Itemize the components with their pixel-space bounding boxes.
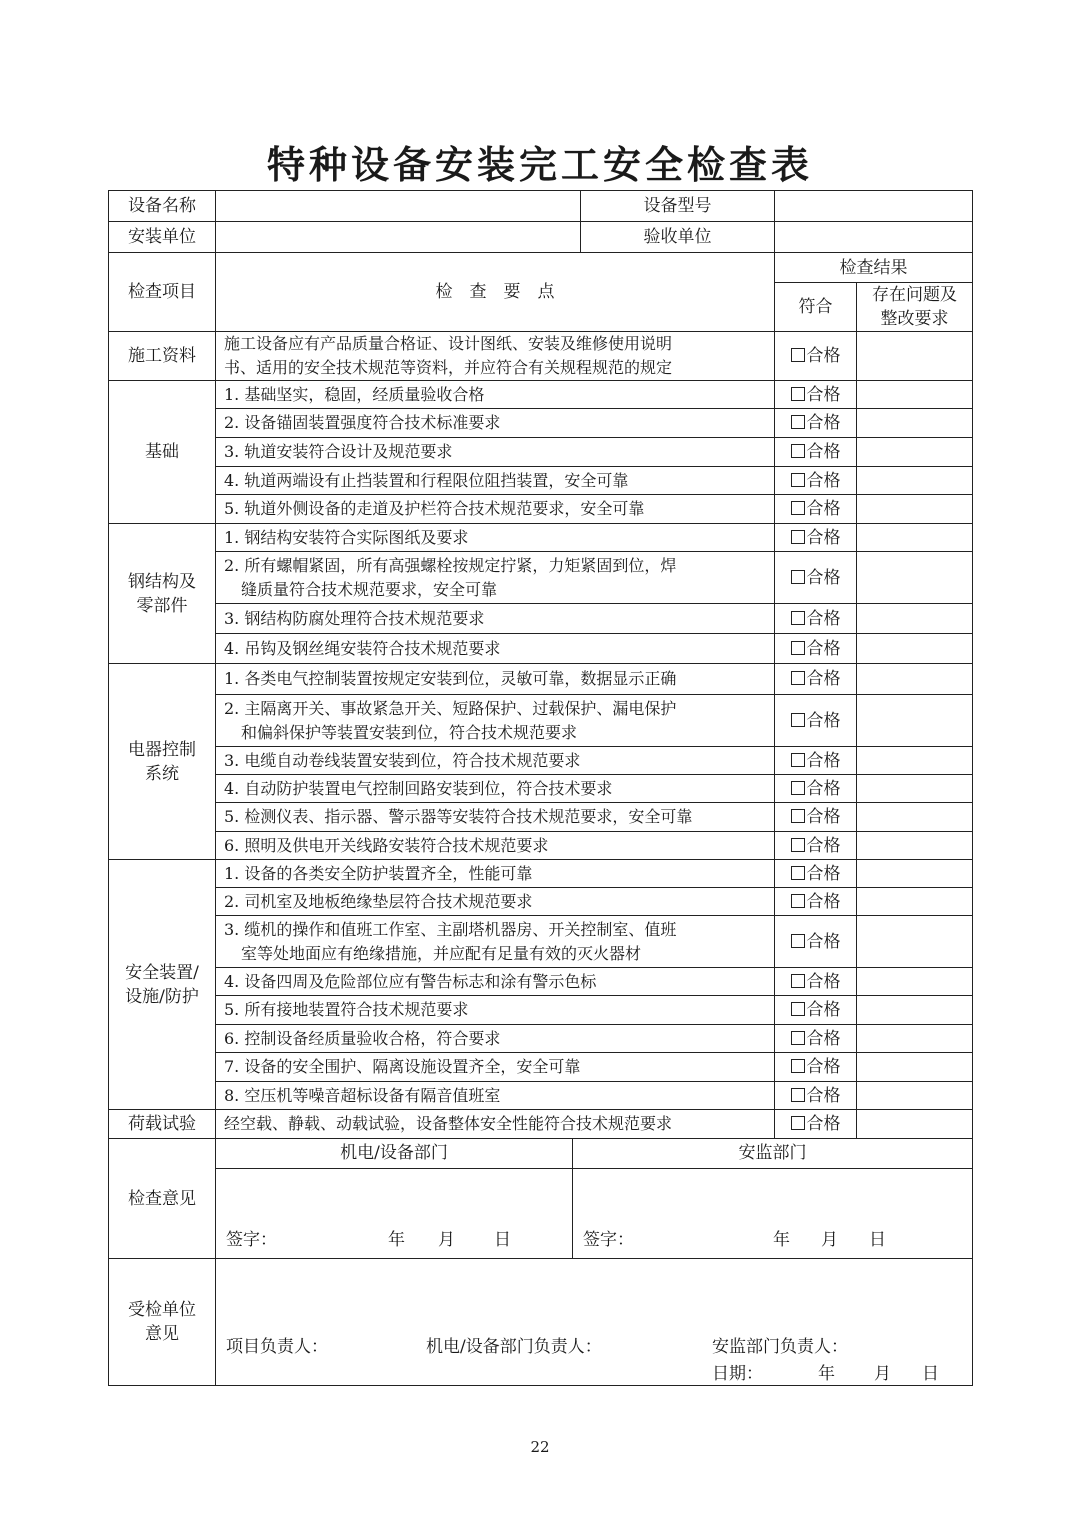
checkbox[interactable] <box>791 1059 805 1073</box>
dept1-label: 机电/设备部门 <box>216 1139 573 1168</box>
issues-field[interactable] <box>857 1110 973 1139</box>
month-label: 月 <box>438 1230 455 1250</box>
issues-field[interactable] <box>857 1025 973 1053</box>
section-name-line: 设施/防护 <box>125 986 199 1007</box>
check-point-line: 4. 轨道两端设有止挡装置和行程限位阻挡装置，安全可靠 <box>224 470 629 490</box>
receiver-label-line: 受检单位 <box>128 1300 196 1320</box>
check-point <box>216 888 775 916</box>
check-point-line: 6. 控制设备经质量验收合格，符合要求 <box>224 1028 501 1048</box>
check-point <box>216 1110 775 1139</box>
conform-label: 合格 <box>806 835 841 856</box>
check-row <box>109 664 973 695</box>
conform-label: 合格 <box>806 1085 841 1106</box>
check-point-line: 缝质量符合技术规范要求，安全可靠 <box>241 579 498 599</box>
check-point-line: 2. 主隔离开关、事故紧急开关、短路保护、过载保护、漏电保护 <box>224 698 677 718</box>
section-name <box>109 524 216 664</box>
check-row <box>109 775 973 803</box>
checkbox[interactable] <box>791 473 805 487</box>
checkbox[interactable] <box>791 1116 805 1130</box>
check-point-line: 5. 检测仪表、指示器、警示器等安装符合技术规范要求，安全可靠 <box>224 807 693 826</box>
check-point-line: 5. 轨道外侧设备的走道及护栏符合技术规范要求，安全可靠 <box>224 499 645 518</box>
checkbox[interactable] <box>791 570 805 584</box>
conform-label: 合格 <box>806 891 841 912</box>
conform-checkbox-cell[interactable] <box>775 775 857 803</box>
conform-checkbox-cell[interactable] <box>775 604 857 634</box>
check-row <box>109 1053 973 1082</box>
check-point <box>216 747 775 775</box>
project-lead-label: 项目负责人： <box>226 1337 328 1357</box>
conform-checkbox-cell[interactable] <box>775 888 857 916</box>
opinion-dept-header <box>216 1139 973 1169</box>
issues-field[interactable] <box>857 747 973 775</box>
check-point-line: 经空载、静载、动载试验，设备整体安全性能符合技术规范要求 <box>224 1114 673 1133</box>
conform-checkbox-cell[interactable] <box>775 381 857 409</box>
check-row <box>109 803 973 832</box>
conform-checkbox-cell[interactable] <box>775 860 857 888</box>
check-row <box>109 381 973 409</box>
col-header-result: 检查结果 <box>775 253 973 283</box>
conform-checkbox-cell[interactable] <box>775 1082 857 1110</box>
conform-label: 合格 <box>806 931 841 952</box>
issues-field[interactable] <box>857 1053 973 1082</box>
check-row <box>109 832 973 860</box>
checkbox[interactable] <box>791 501 805 515</box>
check-point <box>216 467 775 495</box>
sign-label: 签字： <box>226 1230 277 1250</box>
section-name-line: 系统 <box>145 763 179 784</box>
month-label: 月 <box>874 1364 891 1384</box>
year-label: 年 <box>388 1230 405 1250</box>
check-point-line: 3. 轨道安装符合设计及规范要求 <box>224 442 453 461</box>
conform-checkbox-cell[interactable] <box>775 552 857 604</box>
conform-label: 合格 <box>806 1000 841 1020</box>
checkbox[interactable] <box>791 387 805 401</box>
check-point-line: 6. 照明及供电开关线路安装符合技术规范要求 <box>224 835 549 855</box>
conform-checkbox-cell[interactable] <box>775 968 857 996</box>
checkbox[interactable] <box>791 809 805 823</box>
conform-label: 合格 <box>806 1028 841 1049</box>
check-row <box>109 747 973 775</box>
check-point <box>216 996 775 1025</box>
col-header-issues <box>857 283 973 332</box>
conform-checkbox-cell[interactable] <box>775 1110 857 1139</box>
receiver-label-line: 意见 <box>145 1324 179 1344</box>
check-row <box>109 634 973 664</box>
check-row <box>109 438 973 467</box>
conform-checkbox-cell[interactable] <box>775 634 857 664</box>
device-model-field[interactable] <box>775 191 973 222</box>
conform-label: 合格 <box>806 346 841 366</box>
check-point <box>216 1053 775 1082</box>
check-point-line: 4. 设备四周及危险部位应有警告标志和涂有警示色标 <box>224 971 597 991</box>
conform-checkbox-cell[interactable] <box>775 803 857 832</box>
section-name <box>109 860 216 1110</box>
checkbox[interactable] <box>791 781 805 795</box>
install-unit-label: 安装单位 <box>109 222 216 253</box>
check-point <box>216 968 775 996</box>
issues-field[interactable] <box>857 604 973 634</box>
check-point-line: 3. 缆机的操作和值班工作室、主副塔机器房、开关控制室、值班 <box>224 919 677 939</box>
accept-unit-field[interactable] <box>775 222 973 253</box>
month-label: 月 <box>821 1230 838 1250</box>
issues-field[interactable] <box>857 524 973 552</box>
check-point <box>216 695 775 747</box>
conform-label: 合格 <box>806 527 841 548</box>
check-point-line: 1. 基础坚实，稳固，经质量验收合格 <box>224 384 485 404</box>
check-row <box>109 968 973 996</box>
dept2-label: 安监部门 <box>738 1143 807 1163</box>
year-label: 年 <box>773 1230 790 1250</box>
section-name: 荷载试验 <box>109 1110 216 1139</box>
checkbox[interactable] <box>791 1031 805 1045</box>
checkbox[interactable] <box>791 894 805 908</box>
check-point <box>216 775 775 803</box>
check-row <box>109 916 973 968</box>
conform-label: 合格 <box>806 499 841 519</box>
issues-field[interactable] <box>857 664 973 695</box>
checkbox[interactable] <box>791 866 805 880</box>
safety-lead-label: 安监部门负责人： <box>712 1337 848 1357</box>
issues-field[interactable] <box>857 495 973 524</box>
checkbox[interactable] <box>791 974 805 988</box>
issues-field[interactable] <box>857 552 973 604</box>
section-name: 施工资料 <box>109 332 216 381</box>
check-point <box>216 860 775 888</box>
issues-field[interactable] <box>857 381 973 409</box>
section-name-line: 安全装置/ <box>125 962 199 983</box>
issues-field[interactable] <box>857 968 973 996</box>
check-point <box>216 409 775 438</box>
section-name-line: 钢结构及 <box>128 571 196 592</box>
check-point <box>216 916 775 968</box>
issues-field[interactable] <box>857 803 973 832</box>
check-point <box>216 332 775 381</box>
conform-checkbox-cell[interactable] <box>775 332 857 381</box>
date-label: 日期： <box>712 1364 763 1384</box>
issues-field[interactable] <box>857 916 973 968</box>
checkbox[interactable] <box>791 415 805 429</box>
col-header-conform: 符合 <box>775 283 857 332</box>
checkbox[interactable] <box>791 713 805 727</box>
checkbox[interactable] <box>791 671 805 685</box>
conform-label: 合格 <box>806 971 841 992</box>
conform-label: 合格 <box>806 608 841 629</box>
conform-label: 合格 <box>806 638 841 659</box>
dept1-sign-box[interactable] <box>216 1169 573 1258</box>
check-row <box>109 409 973 438</box>
conform-label: 合格 <box>806 750 841 771</box>
check-point <box>216 803 775 832</box>
device-name-label: 设备名称 <box>109 191 216 222</box>
conform-label: 合格 <box>806 710 841 731</box>
check-point-line: 5. 所有接地装置符合技术规范要求 <box>224 1000 469 1019</box>
check-row <box>109 860 973 888</box>
check-row <box>109 524 973 552</box>
conform-label: 合格 <box>806 807 841 827</box>
checkbox[interactable] <box>791 753 805 767</box>
check-point-line: 1. 各类电气控制装置按规定安装到位，灵敏可靠，数据显示正确 <box>224 669 677 688</box>
checkbox[interactable] <box>791 444 805 458</box>
check-point-line: 书、适用的安全技术规范等资料，并应符合有关规程规范的规定 <box>224 358 673 377</box>
conform-label: 合格 <box>806 470 841 491</box>
check-row <box>109 467 973 495</box>
check-row <box>109 332 973 381</box>
col-header-item: 检查项目 <box>109 253 216 332</box>
issues-line-2: 整改要求 <box>880 309 949 329</box>
year-label: 年 <box>818 1364 835 1384</box>
conform-label: 合格 <box>806 863 841 884</box>
check-point-line: 室等处地面应有绝缘措施，并应配有足量有效的灭火器材 <box>241 943 642 963</box>
issues-field[interactable] <box>857 438 973 467</box>
day-label: 日 <box>869 1230 886 1250</box>
conform-label: 合格 <box>806 1114 841 1134</box>
check-row <box>109 495 973 524</box>
checkbox[interactable] <box>791 641 805 655</box>
day-label: 日 <box>922 1364 939 1384</box>
check-point <box>216 524 775 552</box>
check-point-line: 1. 设备的各类安全防护装置齐全，性能可靠 <box>224 863 533 883</box>
conform-checkbox-cell[interactable] <box>775 664 857 695</box>
section-name-line: 零部件 <box>136 595 188 616</box>
check-point-line: 1. 钢结构安装符合实际图纸及要求 <box>224 527 469 547</box>
check-row <box>109 996 973 1025</box>
conform-checkbox-cell[interactable] <box>775 695 857 747</box>
check-point-line: 4. 自动防护装置电气控制回路安装到位，符合技术要求 <box>224 778 613 798</box>
check-point <box>216 604 775 634</box>
conform-checkbox-cell[interactable] <box>775 524 857 552</box>
check-row <box>109 695 973 747</box>
checkbox[interactable] <box>791 1002 805 1016</box>
check-point-line: 2. 司机室及地板绝缘垫层符合技术规范要求 <box>224 891 533 911</box>
issues-field[interactable] <box>857 332 973 381</box>
conform-checkbox-cell[interactable] <box>775 996 857 1025</box>
inspection-form-table <box>108 190 973 1386</box>
check-point <box>216 495 775 524</box>
device-name-field[interactable] <box>216 191 581 222</box>
conform-checkbox-cell[interactable] <box>775 495 857 524</box>
check-row <box>109 604 973 634</box>
conform-label: 合格 <box>806 778 841 799</box>
check-point-line: 施工设备应有产品质量合格证、设计图纸、安装及维修使用说明 <box>224 334 673 353</box>
checkbox[interactable] <box>791 838 805 852</box>
col-header-points: 检 查 要 点 <box>216 253 775 332</box>
checkbox[interactable] <box>791 348 805 362</box>
opinion-sign-area <box>216 1169 973 1259</box>
conform-label: 合格 <box>806 1057 841 1077</box>
receiver-opinion-area[interactable] <box>216 1259 973 1386</box>
equip-lead-label: 机电/设备部门负责人： <box>426 1337 602 1357</box>
checkbox[interactable] <box>791 934 805 948</box>
issues-field[interactable] <box>857 860 973 888</box>
issues-field[interactable] <box>857 1082 973 1110</box>
conform-checkbox-cell[interactable] <box>775 467 857 495</box>
checkbox[interactable] <box>791 611 805 625</box>
issues-field[interactable] <box>857 409 973 438</box>
conform-label: 合格 <box>806 567 841 588</box>
section-name <box>109 664 216 860</box>
conform-checkbox-cell[interactable] <box>775 832 857 860</box>
check-point <box>216 552 775 604</box>
conform-checkbox-cell[interactable] <box>775 916 857 968</box>
issues-line-1: 存在问题及 <box>872 285 957 305</box>
conform-label: 合格 <box>806 384 841 405</box>
page-number: 22 <box>530 1438 550 1456</box>
day-label: 日 <box>494 1230 511 1250</box>
check-point <box>216 1082 775 1110</box>
checkbox[interactable] <box>791 1088 805 1102</box>
install-unit-field[interactable] <box>216 222 581 253</box>
check-point <box>216 381 775 409</box>
issues-field[interactable] <box>857 775 973 803</box>
check-point <box>216 634 775 664</box>
issues-field[interactable] <box>857 467 973 495</box>
conform-checkbox-cell[interactable] <box>775 1025 857 1053</box>
conform-checkbox-cell[interactable] <box>775 1053 857 1082</box>
conform-label: 合格 <box>806 669 841 689</box>
accept-unit-label: 验收单位 <box>581 222 775 253</box>
check-row <box>109 1110 973 1139</box>
issues-field[interactable] <box>857 695 973 747</box>
check-point-line: 7. 设备的安全围护、隔离设施设置齐全，安全可靠 <box>224 1057 581 1076</box>
form-title: 特种设备安装完工安全检查表 <box>266 142 813 187</box>
conform-label: 合格 <box>806 413 841 433</box>
issues-field[interactable] <box>857 996 973 1025</box>
device-model-label: 设备型号 <box>581 191 775 222</box>
issues-field[interactable] <box>857 634 973 664</box>
check-point <box>216 832 775 860</box>
receiver-label <box>109 1259 216 1386</box>
check-point-line: 4. 吊钩及钢丝绳安装符合技术规范要求 <box>224 638 501 658</box>
check-point-line: 3. 电缆自动卷线装置安装到位，符合技术规范要求 <box>224 750 581 770</box>
section-name-line: 电器控制 <box>128 739 196 760</box>
check-point-line: 3. 钢结构防腐处理符合技术规范要求 <box>224 608 485 628</box>
check-point-line: 2. 设备锚固装置强度符合技术标准要求 <box>224 413 501 432</box>
opinion-label: 检查意见 <box>109 1139 216 1259</box>
issues-field[interactable] <box>857 888 973 916</box>
check-point <box>216 438 775 467</box>
check-point <box>216 1025 775 1053</box>
check-point-line: 2. 所有螺帽紧固，所有高强螺栓按规定拧紧，力矩紧固到位，焊 <box>224 555 677 575</box>
conform-checkbox-cell[interactable] <box>775 409 857 438</box>
check-point-line: 和偏斜保护等装置安装到位，符合技术规范要求 <box>241 722 578 742</box>
check-row <box>109 1025 973 1053</box>
dept2-sign-box[interactable] <box>573 1169 972 1258</box>
check-point <box>216 664 775 695</box>
conform-checkbox-cell[interactable] <box>775 438 857 467</box>
check-row <box>109 1082 973 1110</box>
check-row <box>109 888 973 916</box>
checkbox[interactable] <box>791 530 805 544</box>
check-row <box>109 552 973 604</box>
check-point-line: 8. 空压机等噪音超标设备有隔音值班室 <box>224 1085 501 1105</box>
section-name: 基础 <box>109 381 216 524</box>
issues-field[interactable] <box>857 832 973 860</box>
sign-label: 签字： <box>583 1230 634 1250</box>
conform-label: 合格 <box>806 442 841 462</box>
conform-checkbox-cell[interactable] <box>775 747 857 775</box>
